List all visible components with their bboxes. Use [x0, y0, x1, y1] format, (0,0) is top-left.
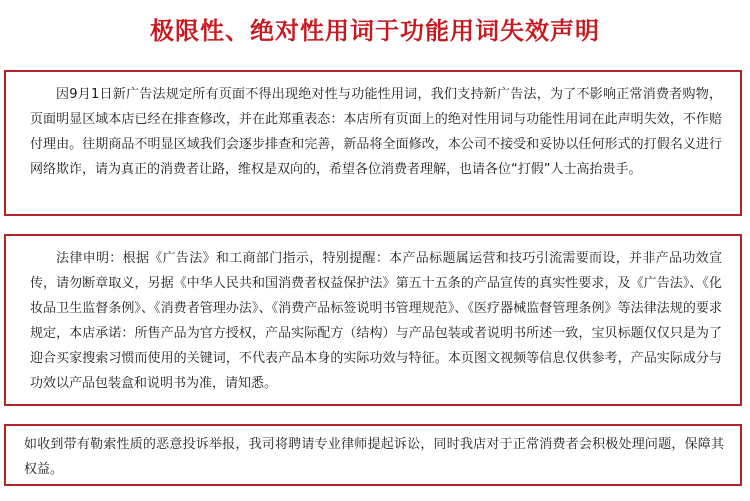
notice-text-complaint-warning: 如收到带有勒索性质的恶意投诉举报，我司将聘请专业律师提起诉讼，同时我店对于正常消费者会积极处理问题，保障其权益。	[24, 437, 724, 477]
notice-box-advertising-law	[4, 70, 742, 216]
notice-text-advertising-law: 因9月1日新广告法规定所有页面不得出现绝对性与功能性用词，我们支持新广告法，为了不影响正常消费者购物，页面明显区域本店已经在排查修改，并在此郑重表态：本店所有页面上的绝对性用词与功能性用词在此声明失效，不作赔付理由。往期商品不明显区域我们会逐步排查和完善，新品将全面修改，本公司不接受和妥协以任何形式的打假名义进行网络欺诈，请为真正的消费者让路，维权是双向的，希望各位消费者理解，也请各位“打假”人士高抬贵手。	[30, 87, 722, 177]
page-title: 极限性、绝对性用词于功能用词失效声明	[150, 17, 600, 45]
notice-box-legal-statement	[4, 234, 742, 406]
notice-text-legal-statement: 法律申明：根据《广告法》和工商部门指示，特别提醒：本产品标题属运营和技巧引流需要而设，并非产品功效宣传，请勿断章取义，另据《中华人民共和国消费者权益保护法》第五十五条的产品宣传的真实性要求，及《广告法》、《化妆品卫生监督条例》、《消费者管理办法》、《消费产品标签说明书管理规范》、《医疗器械监督管理条例》等法律法规的要求规定，本店承诺：所售产品为官方授权，产品实际配方（结构）与产品包装或者说明书所述一致，宝贝标题仅仅只是为了迎合买家搜索习惯而使用的关键词，不代表产品本身的实际功效与特征。本页图文视频等信息仅供参考，产品实际成分与功效以产品包装盒和说明书为准，请知悉。	[30, 251, 722, 391]
notice-box-complaint-warning	[4, 424, 742, 486]
